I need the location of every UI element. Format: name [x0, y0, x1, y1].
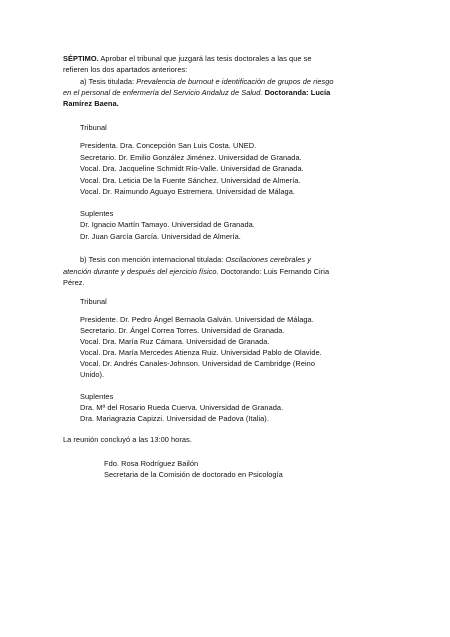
septimo-intro: Aprobar el tribunal que juzgará las tesis doctorales a las que se — [98, 54, 312, 63]
tribunal-a-member: Secretario. Dr. Emilio González Jiménez. Universidad de Granada. — [80, 153, 302, 162]
tribunal-a-suplente: Dr. Juan García García. Universidad de Almería. — [80, 232, 241, 241]
tesis-b-line2 — [63, 267, 329, 277]
tribunal-b-member: Vocal. Dr. Andrés Canales-Johnson. Universidad de Cambridge (Reino — [80, 359, 315, 368]
tribunal-b-suplente: Dra. Mariagrazia Capizzi. Universidad de Padova (Italia). — [80, 414, 269, 423]
tribunal-b-member: Secretario. Dr. Ángel Correa Torres. Universidad de Granada. — [80, 326, 285, 335]
tribunal-b-member: Presidente. Dr. Pedro Ángel Bernaola Galván. Universidad de Málaga. — [80, 315, 314, 324]
tesis-a-lead: a) Tesis titulada: — [80, 77, 137, 86]
tesis-a-line2 — [63, 88, 330, 98]
tribunal-a-member: Vocal. Dra. Jacqueline Schmidt Río-Valle. Universidad de Granada. — [80, 164, 304, 173]
tribunal-a-member: Vocal. Dra. Leticia De la Fuente Sánchez. Universidad de Almería. — [80, 176, 301, 185]
tribunal-b-member: Unido). — [80, 370, 105, 379]
tribunal-a-member: Presidenta. Dra. Concepción San Luis Costa. UNED. — [80, 141, 257, 150]
tesis-a-line1 — [80, 77, 334, 87]
tribunal-b-suplentes-label: Suplentes — [80, 392, 114, 401]
tesis-a-title-1: Prevalencia de burnout e identificación de grupos de riesgo — [136, 77, 334, 86]
tribunal-b-label: Tribunal — [80, 297, 107, 306]
tesis-a-doctoranda: Doctoranda: Lucía — [262, 88, 331, 97]
tesis-b-doctorando-name: Pérez. — [63, 278, 85, 287]
signature-name: Fdo. Rosa Rodríguez Bailón — [104, 459, 199, 468]
tesis-b-title-2: atención durante y después del ejercicio físico — [63, 267, 217, 276]
tribunal-a-suplente: Dr. Ignacio Martín Tamayo. Universidad de Granada. — [80, 220, 255, 229]
tesis-a-title-2: en el personal de enfermería del Servicio Andaluz de Salud. — [63, 88, 263, 97]
tesis-b-line1 — [80, 255, 311, 265]
septimo-paragraph-line1 — [63, 54, 312, 64]
signature-role: Secretaria de la Comisión de doctorado en Psicología — [104, 470, 283, 479]
tribunal-b-suplente: Dra. Mª del Rosario Rueda Cuerva. Universidad de Granada. — [80, 403, 284, 412]
tesis-b-lead: b) Tesis con mención internacional titulada: — [80, 255, 226, 264]
tesis-b-title-1: Oscilaciones cerebrales y — [225, 255, 311, 264]
septimo-intro-line2: refieren los dos apartados anteriores: — [63, 65, 188, 74]
tribunal-a-label: Tribunal — [80, 123, 107, 132]
tribunal-a-suplentes-label: Suplentes — [80, 209, 114, 218]
tesis-a-doctoranda-name: Ramírez Baena. — [63, 99, 119, 108]
septimo-heading: SÉPTIMO. — [63, 54, 99, 63]
tribunal-b-member: Vocal. Dra. María Ruz Cámara. Universidad de Granada. — [80, 337, 270, 346]
closing-statement: La reunión concluyó a las 13:00 horas. — [63, 435, 192, 444]
tribunal-a-member: Vocal. Dr. Raimundo Aguayo Estremera. Universidad de Málaga. — [80, 187, 295, 196]
tesis-b-doctorando: . Doctorando: Luis Fernando Ciria — [216, 267, 330, 276]
tribunal-b-member: Vocal. Dra. María Mercedes Atienza Ruiz. Universidad Pablo de Olavide. — [80, 348, 322, 357]
